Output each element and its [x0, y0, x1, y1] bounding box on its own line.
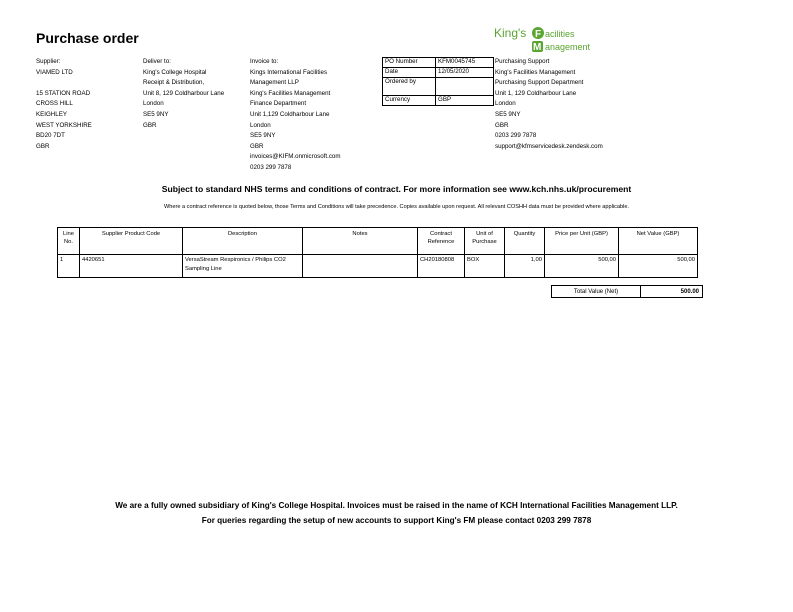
logo-icon — [494, 24, 604, 56]
kings-facilities-management-logo — [494, 24, 604, 56]
supplier-line: KEIGHLEY — [36, 110, 67, 118]
total-value: 500.00 — [641, 286, 703, 298]
currency-value: GBP — [436, 96, 494, 106]
logo-word-kings: King's — [494, 26, 527, 40]
ordered-by-label: Ordered by — [383, 78, 436, 96]
date-label: Date — [383, 68, 436, 78]
invoice-to-line: SE5 9NY — [250, 132, 276, 140]
cell-notes — [303, 255, 418, 278]
logo-word-management: anagement — [545, 42, 591, 52]
purchasing-line: SE5 9NY — [495, 110, 521, 118]
invoice-to-line: Unit 1,129 Coldharbour Lane — [250, 110, 330, 118]
date-value: 12/05/2020 — [436, 68, 494, 78]
supplier-line: WEST YORKSHIRE — [36, 121, 92, 129]
invoice-to-line: Kings International Facilities — [250, 68, 328, 76]
supplier-label: Supplier: — [36, 58, 61, 65]
supplier-line: VIAMED LTD — [36, 68, 73, 76]
terms-note: Where a contract reference is quoted below, those Terms and Conditions will take precedence. Copies available upon request. All relevant COSHH data must be provided where applicable. — [163, 204, 630, 210]
col-header-quantity: Quantity — [505, 228, 545, 255]
purchasing-line: Unit 1, 129 Coldharbour Lane — [495, 89, 577, 97]
po-number-label: PO Number — [383, 58, 436, 68]
total-table — [551, 285, 703, 298]
supplier-line: BD20 7DT — [36, 132, 65, 140]
invoice-email-link[interactable]: invoices@KIFM.onmicrosoft.com — [250, 153, 341, 161]
invoice-to-block — [250, 57, 341, 174]
deliver-to-line: Receipt & Distribution, — [143, 79, 205, 87]
col-header-net-value: Net Value (GBP) — [619, 228, 698, 255]
deliver-to-line: King's College Hospital — [143, 68, 207, 76]
cell-net-value: 500,00 — [619, 255, 698, 278]
col-header-price-per-unit: Price per Unit (GBP) — [545, 228, 619, 255]
purchasing-support-block — [495, 57, 603, 152]
svg-text:F: F — [535, 29, 542, 40]
table-row — [58, 255, 698, 278]
cell-unit-of-purchase: BOX — [465, 255, 505, 278]
deliver-to-line: GBR — [143, 121, 157, 129]
col-header-product-code: Supplier Product Code — [80, 228, 183, 255]
supplier-line — [36, 78, 92, 89]
purchasing-line: Purchasing Support Department — [495, 79, 584, 87]
deliver-to-label: Deliver to: — [143, 58, 171, 65]
footer-subsidiary-note: We are a fully owned subsidiary of King's College Hospital. Invoices must be raised in the name of KCH International Facilities Management LLP. — [115, 501, 678, 510]
ordered-by-value — [436, 78, 494, 96]
total-label: Total Value (Net) — [552, 286, 641, 298]
cell-quantity: 1,00 — [505, 255, 545, 278]
page-title: Purchase order — [36, 30, 139, 46]
po-number-value: KFM0045745 — [436, 58, 494, 68]
footer-queries-note: For queries regarding the setup of new accounts to support King's FM please contact 0203 299 7878 — [201, 516, 592, 525]
deliver-to-line: SE5 9NY — [143, 110, 169, 118]
cell-product-code: 4420651 — [80, 255, 183, 278]
currency-label: Currency — [383, 96, 436, 106]
cell-description: VersaStream Respironics / Philips CO2 Sampling Line — [183, 255, 303, 278]
invoice-to-line: London — [250, 121, 271, 129]
po-info-table — [382, 57, 494, 106]
deliver-to-line: Unit 8, 129 Coldharbour Lane — [143, 89, 225, 97]
cell-price-per-unit: 500,00 — [545, 255, 619, 278]
col-header-description: Description — [183, 228, 303, 255]
invoice-to-line: Finance Department — [250, 100, 307, 108]
supplier-block — [36, 57, 92, 152]
logo-word-facilities: acilities — [545, 29, 575, 39]
invoice-to-line: Management LLP — [250, 79, 299, 87]
col-header-unit-of-purchase: Unit of Purchase — [465, 228, 505, 255]
supplier-line: CROSS HILL — [36, 100, 73, 108]
cell-line-no: 1 — [58, 255, 80, 278]
cell-contract-reference: CH20180808 — [418, 255, 465, 278]
purchasing-phone: 0203 299 7878 — [495, 132, 537, 140]
supplier-line: GBR — [36, 142, 50, 150]
purchasing-line: London — [495, 100, 516, 108]
purchasing-line: Purchasing Support — [495, 58, 550, 65]
col-header-notes: Notes — [303, 228, 418, 255]
purchasing-line: GBR — [495, 121, 509, 129]
purchasing-line: King's Facilities Management — [495, 68, 576, 76]
invoice-to-line: King's Facilities Management — [250, 89, 331, 97]
supplier-line: 15 STATION ROAD — [36, 89, 91, 97]
purchasing-email-link[interactable]: support@kfmservicedesk.zendesk.com — [495, 142, 603, 150]
svg-text:M: M — [533, 42, 542, 53]
order-lines-table — [57, 227, 698, 278]
invoice-to-label: Invoice to: — [250, 58, 279, 65]
col-header-contract-reference: Contract Reference — [418, 228, 465, 255]
table-header-row — [58, 228, 698, 255]
deliver-to-line: London — [143, 100, 164, 108]
col-header-line-no: Line No. — [58, 228, 80, 255]
deliver-to-block — [143, 57, 224, 131]
invoice-to-line: GBR — [250, 142, 264, 150]
invoice-to-phone: 0203 299 7878 — [250, 163, 292, 171]
terms-subject-line: Subject to standard NHS terms and conditions of contract. For more information see www.kch.nhs.uk/procurement — [161, 184, 632, 194]
